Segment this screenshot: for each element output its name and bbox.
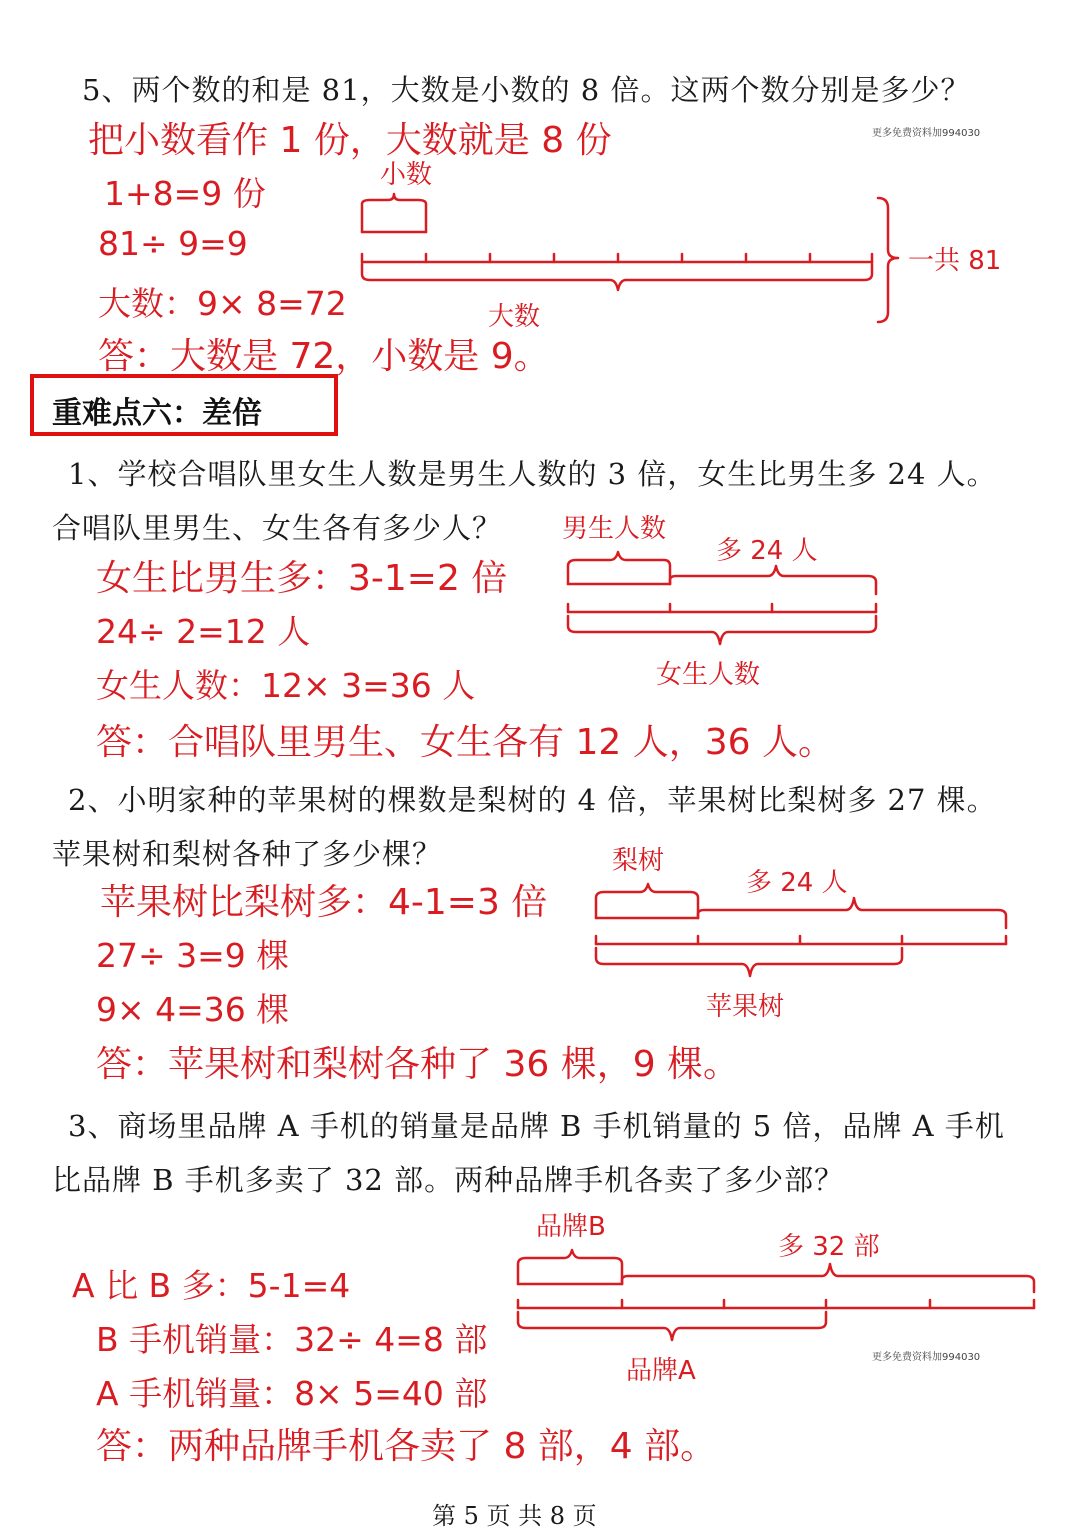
problem3-line-2: B 手机销量：32÷ 4=8 部 — [96, 1320, 488, 1359]
problem2-line-1: 苹果树比梨树多：4-1=3 倍 — [100, 882, 548, 923]
diagram1-girls-brace — [568, 616, 876, 644]
problem1-line-2: 24÷ 2=12 人 — [96, 612, 311, 651]
diagram5-big-brace — [362, 264, 872, 290]
problem1-question-line2: 合唱队里男生、女生各有多少人？ — [52, 511, 503, 545]
diagram1-top-label: 男生人数 — [562, 514, 667, 544]
problem2-line-3: 9× 4=36 棵 — [96, 990, 290, 1029]
problem3-line-4: 答：两种品牌手机各卖了 8 部，4 部。 — [96, 1426, 717, 1467]
diagram3-a-brace — [518, 1312, 826, 1340]
diagram3 — [518, 1250, 1034, 1340]
diagram2-diff-label: 多 24 人 — [746, 868, 848, 898]
section-title: 重难点六：差倍 — [52, 396, 262, 431]
problem2-line-2: 27÷ 3=9 棵 — [96, 936, 290, 975]
diagram1 — [568, 552, 876, 644]
problem2-question-line2: 苹果树和梨树各种了多少棵？ — [52, 837, 443, 871]
problem5-question: 5、两个数的和是 81，大数是小数的 8 倍。这两个数分别是多少？ — [82, 73, 971, 107]
diagram1-boys-brace — [568, 552, 670, 584]
diagram5-right-label: 一共 81 — [908, 246, 1002, 276]
problem2-question-line1: 2、小明家种的苹果树的棵数是梨树的 4 倍，苹果树比梨树多 27 棵。 — [68, 783, 997, 817]
diagram1-diff-label: 多 24 人 — [716, 536, 818, 566]
problem3-line-3: A 手机销量：8× 5=40 部 — [96, 1374, 488, 1413]
diagram2-pear-brace — [596, 884, 698, 918]
watermark-bottom: 更多免费资料加994030 — [872, 1352, 981, 1363]
diagram5-bottom-label: 大数 — [488, 302, 541, 332]
problem1-question-line1: 1、学校合唱队里女生人数是男生人数的 3 倍，女生比男生多 24 人。 — [68, 457, 997, 491]
problem3-question-line2: 比品牌 B 手机多卖了 32 部。两种品牌手机各卖了多少部？ — [52, 1163, 845, 1197]
problem1-line-3: 女生人数：12× 3=36 人 — [96, 666, 476, 705]
diagram3-diff-brace — [622, 1264, 1034, 1292]
diagram2-diff-brace — [698, 898, 1006, 928]
diagram5-total-brace — [878, 198, 898, 322]
problem3-line-1: A 比 B 多：5-1=4 — [72, 1266, 351, 1305]
problem2-line-4: 答：苹果树和梨树各种了 36 棵，9 棵。 — [96, 1044, 740, 1085]
diagram2-top-label: 梨树 — [612, 846, 665, 876]
diagram5-small-brace — [362, 194, 426, 232]
problem5-line-1: 把小数看作 1 份，大数就是 8 份 — [88, 120, 612, 161]
diagram1-bottom-label: 女生人数 — [656, 660, 761, 690]
problem1-line-4: 答：合唱队里男生、女生各有 12 人，36 人。 — [96, 722, 834, 763]
problem5-line-5: 答：大数是 72，小数是 9。 — [98, 336, 550, 377]
problem3-question-line1: 3、商场里品牌 A 手机的销量是品牌 B 手机销量的 5 倍，品牌 A 手机 — [68, 1109, 1005, 1143]
problem1-line-1: 女生比男生多：3-1=2 倍 — [96, 558, 508, 599]
page-footer: 第 5 页 共 8 页 — [432, 1502, 597, 1530]
problem5-line-3: 81÷ 9=9 — [98, 224, 248, 263]
diagram3-bottom-label: 品牌A — [626, 1356, 696, 1386]
diagram2-apple-brace — [596, 948, 902, 976]
diagram5-top-label: 小数 — [380, 160, 433, 190]
problem5-line-2: 1+8=9 份 — [104, 174, 266, 213]
diagram3-diff-label: 多 32 部 — [778, 1232, 880, 1262]
diagram2 — [596, 884, 1006, 976]
diagram3-b-brace — [518, 1250, 622, 1284]
watermark-top: 更多免费资料加994030 — [872, 128, 981, 139]
diagram2-bottom-label: 苹果树 — [706, 992, 785, 1022]
diagram5 — [362, 194, 898, 322]
diagram1-diff-brace — [670, 566, 876, 594]
problem5-line-4: 大数：9× 8=72 — [98, 284, 347, 323]
diagram3-top-label: 品牌B — [536, 1212, 606, 1242]
